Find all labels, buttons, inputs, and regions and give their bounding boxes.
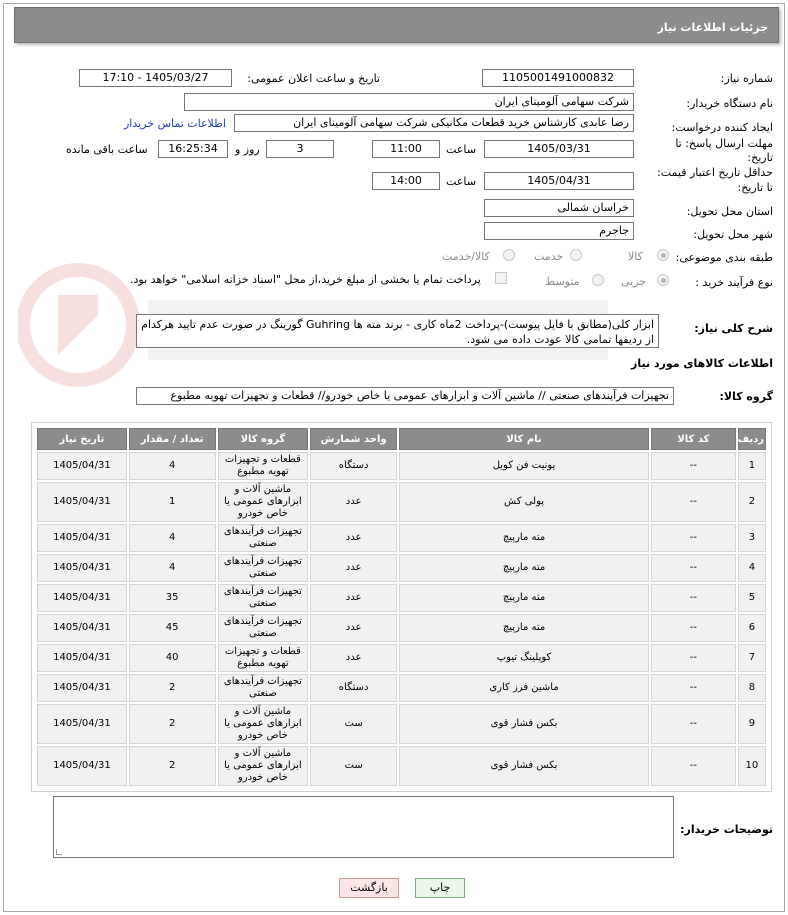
cell-unit: دستگاه: [310, 452, 397, 480]
page-header: [14, 7, 779, 43]
buyer-contact-link[interactable]: اطلاعات تماس خریدار: [124, 117, 226, 130]
treasury-checkbox[interactable]: [495, 272, 507, 284]
buyer-label: نام دستگاه خریدار:: [686, 97, 773, 110]
need-number-label: شماره نیاز:: [720, 72, 773, 85]
remaining-time-field: 16:25:34: [158, 140, 228, 158]
table-row: [37, 704, 766, 744]
cell-code: --: [651, 614, 736, 642]
cell-row: 3: [738, 524, 766, 552]
cell-qty: 2: [129, 704, 216, 744]
cell-code: --: [651, 704, 736, 744]
buyer-field: شرکت سهامی آلومینای ایران: [184, 93, 634, 111]
cell-name: بکس فشار قوی: [399, 746, 649, 786]
category-label: طبقه بندی موضوعی:: [675, 251, 773, 264]
buyer-notes-label: توضیحات خریدار:: [680, 823, 773, 836]
header-item-name: نام کالا: [399, 428, 649, 450]
process-option-medium: متوسط: [545, 275, 580, 288]
table-row: [37, 674, 766, 702]
validity-date-field: 1405/04/31: [484, 172, 634, 190]
cell-group: تجهیزات فرآیندهای صنعتی: [218, 614, 309, 642]
cell-row: 9: [738, 704, 766, 744]
cell-date: 1405/04/31: [37, 644, 127, 672]
header-row-number: ردیف: [738, 428, 766, 450]
cell-code: --: [651, 644, 736, 672]
header-item-code: کد کالا: [651, 428, 736, 450]
cell-name: کوپلینگ تیوپ: [399, 644, 649, 672]
cell-code: --: [651, 554, 736, 582]
cell-unit: دستگاه: [310, 674, 397, 702]
cell-row: 10: [738, 746, 766, 786]
cell-code: --: [651, 674, 736, 702]
category-option-service: خدمت: [534, 250, 564, 263]
deadline-date-field: 1405/03/31: [484, 140, 634, 158]
cell-group: تجهیزات فرآیندهای صنعتی: [218, 674, 309, 702]
cell-unit: عدد: [310, 482, 397, 522]
goods-group-label: گروه کالا:: [719, 390, 773, 403]
goods-table-container: [31, 422, 772, 792]
category-radio-goods[interactable]: [657, 249, 669, 261]
cell-name: مته مارپیچ: [399, 614, 649, 642]
creator-label: ایجاد کننده درخواست:: [671, 121, 773, 134]
goods-info-title: اطلاعات کالاهای مورد نیاز: [631, 357, 773, 370]
cell-code: --: [651, 524, 736, 552]
cell-qty: 1: [129, 482, 216, 522]
table-row: [37, 614, 766, 642]
page-title: جزئیات اطلاعات نیاز: [657, 21, 768, 34]
category-option-goods-service: کالا/خدمت: [442, 250, 490, 263]
cell-code: --: [651, 746, 736, 786]
cell-date: 1405/04/31: [37, 746, 127, 786]
cell-code: --: [651, 482, 736, 522]
cell-qty: 4: [129, 524, 216, 552]
cell-name: مته مارپیچ: [399, 554, 649, 582]
table-row: [37, 554, 766, 582]
cell-row: 2: [738, 482, 766, 522]
days-field: 3: [266, 140, 334, 158]
cell-code: --: [651, 452, 736, 480]
cell-name: مته مارپیچ: [399, 584, 649, 612]
cell-qty: 45: [129, 614, 216, 642]
validity-time-label: ساعت: [446, 175, 476, 188]
province-field: خراسان شمالی: [484, 199, 634, 217]
cell-qty: 2: [129, 746, 216, 786]
cell-group: قطعات و تجهیزات تهویه مطبوع: [218, 452, 309, 480]
cell-group: ماشین آلات و ابزارهای عمومی یا خاص خودرو: [218, 746, 309, 786]
cell-row: 7: [738, 644, 766, 672]
cell-unit: ست: [310, 746, 397, 786]
announce-field: 1405/03/27 - 17:10: [79, 69, 232, 87]
cell-qty: 35: [129, 584, 216, 612]
cell-unit: عدد: [310, 644, 397, 672]
province-label: استان محل تحویل:: [686, 205, 773, 218]
cell-name: یونیت فن کویل: [399, 452, 649, 480]
category-radio-service[interactable]: [570, 249, 582, 261]
back-button[interactable]: بازگشت: [339, 878, 399, 898]
cell-group: تجهیزات فرآیندهای صنعتی: [218, 584, 309, 612]
cell-code: --: [651, 584, 736, 612]
cell-group: ماشین آلات و ابزارهای عمومی یا خاص خودرو: [218, 482, 309, 522]
city-label: شهر محل تحویل:: [693, 228, 773, 241]
deadline-label: مهلت ارسال پاسخ: تا: [675, 137, 773, 150]
table-row: [37, 452, 766, 480]
validity-time-field: 14:00: [372, 172, 440, 190]
cell-date: 1405/04/31: [37, 452, 127, 480]
cell-qty: 2: [129, 674, 216, 702]
description-field: ابزار کلی(مطابق با فایل پیوست)-پرداخت 2ماه کاری - برند مته ها Guhring گورینگ در صورت عدم تایید هرکدام از ردیفها تمامی کالا عودت داده می شود.: [136, 314, 659, 348]
days-label: روز و: [235, 143, 260, 156]
announce-label: تاریخ و ساعت اعلان عمومی:: [247, 72, 380, 85]
cell-unit: عدد: [310, 554, 397, 582]
validity-label-date: تا تاریخ:: [737, 181, 773, 194]
deadline-label-date: تاریخ:: [747, 151, 773, 164]
process-option-minor: جزیی: [621, 275, 647, 288]
creator-field: رضا عابدی کارشناس خرید قطعات مکانیکی شرکت سهامی آلومینای ایران: [234, 114, 634, 132]
category-option-goods: کالا: [628, 250, 643, 263]
cell-qty: 4: [129, 554, 216, 582]
city-field: جاجرم: [484, 222, 634, 240]
cell-name: بکس فشار قوی: [399, 704, 649, 744]
remaining-label: ساعت باقی مانده: [66, 143, 148, 156]
cell-group: تجهیزات فرآیندهای صنعتی: [218, 554, 309, 582]
cell-date: 1405/04/31: [37, 482, 127, 522]
treasury-note: پرداخت تمام یا بخشی از مبلغ خرید،از محل "اسناد خزانه اسلامی" خواهد بود.: [130, 273, 481, 286]
header-quantity: تعداد / مقدار: [129, 428, 216, 450]
buyer-notes-textarea[interactable]: [53, 796, 674, 858]
cell-group: تجهیزات فرآیندهای صنعتی: [218, 524, 309, 552]
cell-qty: 40: [129, 644, 216, 672]
cell-unit: عدد: [310, 614, 397, 642]
cell-qty: 4: [129, 452, 216, 480]
category-radio-goods-service[interactable]: [503, 249, 515, 261]
process-label: نوع فرآیند خرید :: [695, 276, 773, 289]
cell-name: پولی کش: [399, 482, 649, 522]
header-need-date: تاریخ نیاز: [37, 428, 127, 450]
cell-row: 6: [738, 614, 766, 642]
process-radio-minor[interactable]: [657, 274, 669, 286]
table-row: [37, 482, 766, 522]
cell-date: 1405/04/31: [37, 704, 127, 744]
cell-date: 1405/04/31: [37, 584, 127, 612]
cell-group: ماشین آلات و ابزارهای عمومی یا خاص خودرو: [218, 704, 309, 744]
header-unit: واحد شمارش: [310, 428, 397, 450]
deadline-time-field: 11:00: [372, 140, 440, 158]
table-row: [37, 524, 766, 552]
cell-date: 1405/04/31: [37, 524, 127, 552]
goods-group-field: تجهیزات فرآیندهای صنعتی // ماشین آلات و ابزارهای عمومی یا خاص خودرو// قطعات و تجهیزات تهویه مطبوع: [136, 387, 674, 405]
cell-row: 4: [738, 554, 766, 582]
cell-name: مته مارپیچ: [399, 524, 649, 552]
cell-name: ماشین فرز کاری: [399, 674, 649, 702]
process-radio-medium[interactable]: [592, 274, 604, 286]
description-label: شرح کلی نیاز:: [694, 322, 773, 335]
header-group: گروه کالا: [218, 428, 309, 450]
table-row: [37, 644, 766, 672]
need-number-field: 1105001491000832: [482, 69, 634, 87]
goods-table: [35, 426, 768, 788]
resize-grip-icon[interactable]: [56, 849, 62, 855]
table-header-row: [37, 428, 766, 450]
cell-unit: عدد: [310, 524, 397, 552]
deadline-time-label: ساعت: [446, 143, 476, 156]
cell-unit: عدد: [310, 584, 397, 612]
cell-row: 5: [738, 584, 766, 612]
validity-label: حداقل تاریخ اعتبار قیمت:: [657, 166, 773, 179]
cell-date: 1405/04/31: [37, 554, 127, 582]
cell-row: 1: [738, 452, 766, 480]
cell-date: 1405/04/31: [37, 614, 127, 642]
table-row: [37, 584, 766, 612]
cell-unit: ست: [310, 704, 397, 744]
cell-date: 1405/04/31: [37, 674, 127, 702]
print-button[interactable]: چاپ: [415, 878, 465, 898]
cell-group: قطعات و تجهیزات تهویه مطبوع: [218, 644, 309, 672]
table-row: [37, 746, 766, 786]
cell-row: 8: [738, 674, 766, 702]
